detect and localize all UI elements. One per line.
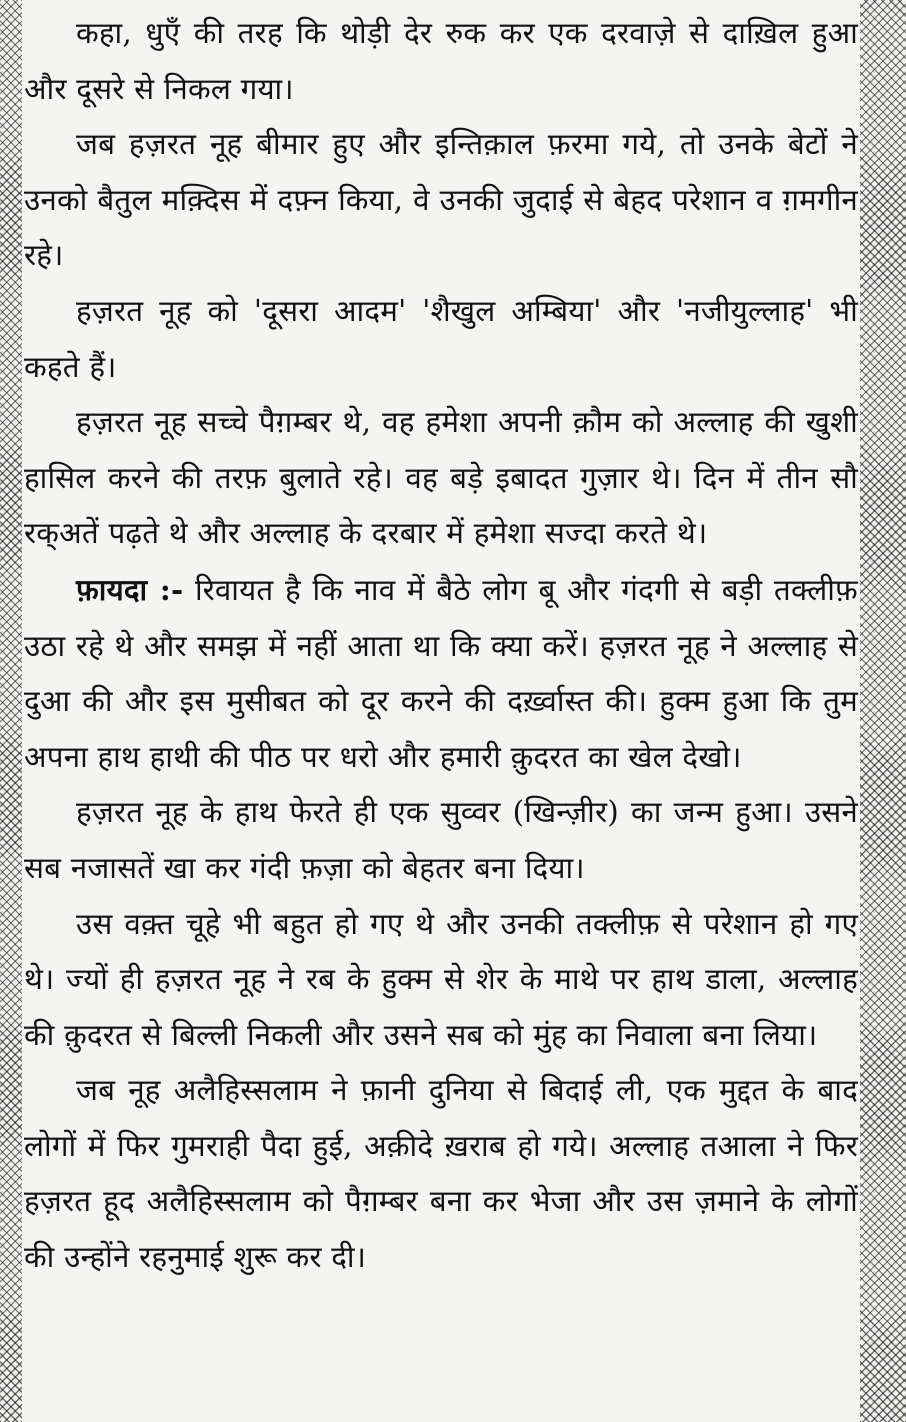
paragraph-text: जब हज़रत नूह बीमार हुए और इन्तिक़ाल फ़रमा गये, तो उनके बेटों ने उनको बैतुल मक़्दिस में दफ़्न किया, वे उनकी जुदाई से बेहद परेशान व ग़मगीन रहे। bbox=[24, 127, 858, 273]
paragraph-text: कहा, धुएँ की तरह कि थोड़ी देर रुक कर एक दरवाज़े से दाख़िल हुआ और दूसरे से निकल गया। bbox=[24, 16, 858, 106]
paragraph-4 bbox=[24, 395, 858, 562]
paragraph-text: जब नूह अलैहिस्सलाम ने फ़ानी दुनिया से बिदाई ली, एक मुद्दत के बाद लोगों में फिर गुमराही पैदा हुई, अक़ीदे ख़राब हो गये। अल्लाह तआला ने फिर हज़रत हूद अलैहिस्सलाम को पैग़म्बर बना कर भेजा और उस ज़माने के लोगों की उन्होंने रहनुमाई शुरू कर दी। bbox=[24, 1073, 858, 1275]
paragraph-text: हज़रत नूह को 'दूसरा आदम' 'शैखुल अम्बिया' और 'नजीयुल्लाह' भी कहते हैं। bbox=[24, 293, 858, 384]
paragraph-7 bbox=[24, 897, 858, 1064]
paragraph-text: हज़रत नूह सच्चे पैग़म्बर थे, वह हमेशा अपनी क़ौम को अल्लाह की खुशी हासिल करने की तरफ़ बुलाते रहे। वह बड़े इबादत गुज़ार थे। दिन में तीन सौ रक्अतें पढ़ते थे और अल्लाह के दरबार में हमेशा सज्दा करते थे। bbox=[24, 405, 858, 551]
paragraph-text: हज़रत नूह के हाथ फेरते ही एक सुव्वर (खिन्ज़ीर) का जन्म हुआ। उसने सब नजासतें खा कर गंदी फ़ज़ा को बेहतर बना दिया। bbox=[24, 795, 858, 885]
paragraph-2 bbox=[24, 117, 858, 284]
paragraph-8 bbox=[24, 1063, 858, 1285]
paragraph-1 bbox=[24, 6, 858, 117]
paragraph-6 bbox=[24, 785, 858, 896]
paragraph-lead: फ़ायदा :- bbox=[76, 571, 184, 607]
right-decorative-border bbox=[860, 0, 906, 1422]
paragraph-text: उस वक़्त चूहे भी बहुत हो गए थे और उनकी तक्लीफ़ से परेशान हो गए थे। ज्यों ही हज़रत नूह ने रब के हुक्म से शेर के माथे पर हाथ डाला, अल्लाह की क़ुदरत से बिल्ली निकली और उसने सब को मुंह का निवाला बना लिया। bbox=[24, 906, 858, 1052]
paragraph-3 bbox=[24, 284, 858, 395]
left-decorative-border bbox=[0, 0, 22, 1422]
paragraph-text: रिवायत है कि नाव में बैठे लोग बू और गंदगी से बड़ी तक्लीफ़ उठा रहे थे और समझ में नहीं आता था कि क्या करें। हज़रत नूह ने अल्लाह से दुआ की और इस मुसीबत को दूर करने की दर्ख़्वास्त की। हुक्म हुआ कि तुम अपना हाथ हाथी की पीठ पर धरो और हमारी क़ुदरत का खेल देखो। bbox=[24, 572, 859, 774]
page-text bbox=[24, 6, 858, 1412]
paragraph-5 bbox=[24, 562, 858, 785]
